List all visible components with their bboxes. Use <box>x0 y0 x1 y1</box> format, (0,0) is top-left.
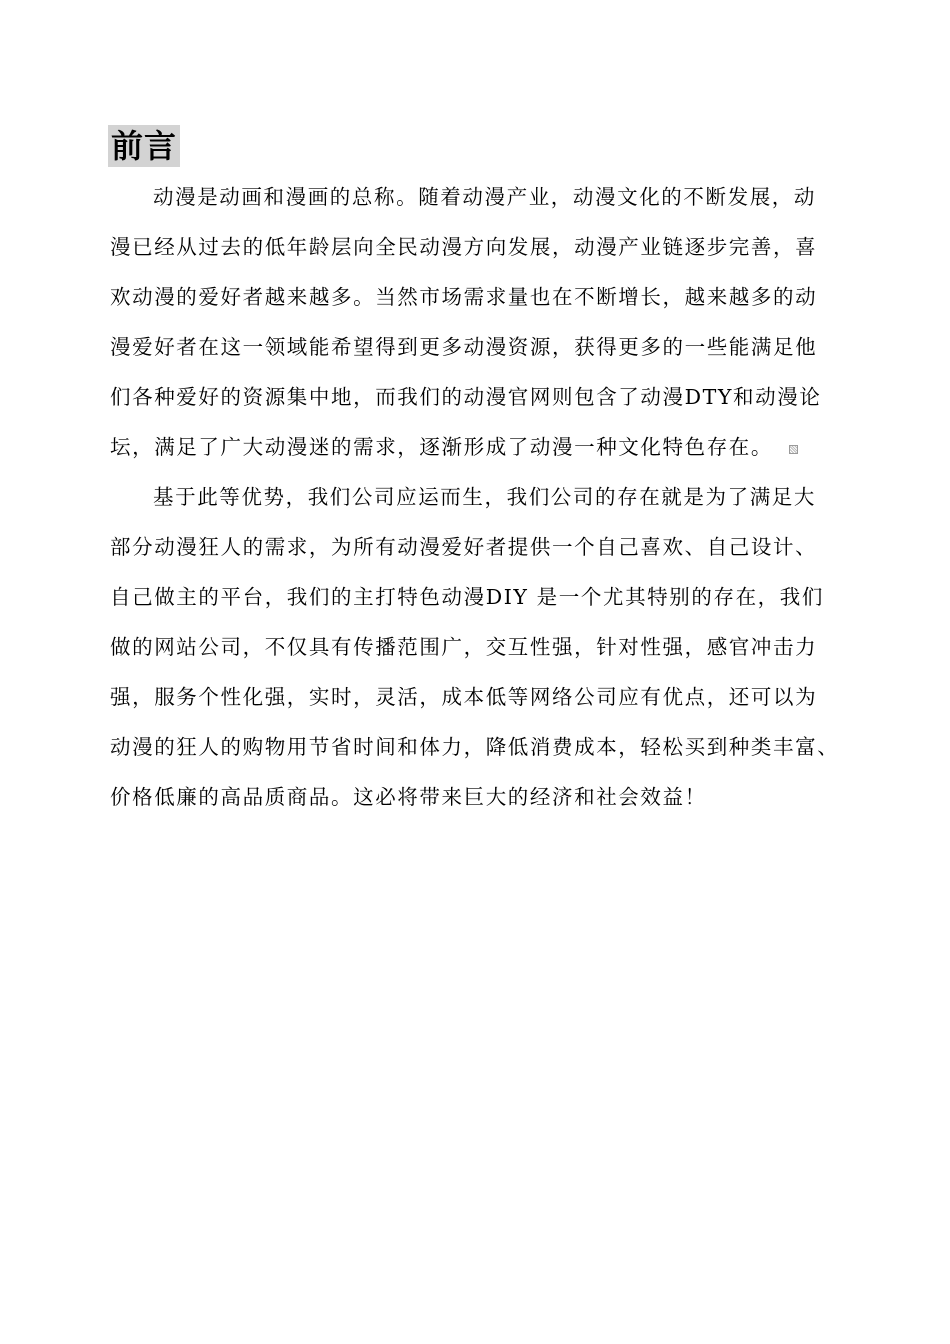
paragraph-1-line-2: 漫已经从过去的低年龄层向全民动漫方向发展，动漫产业链逐步完善，喜 <box>110 235 818 259</box>
paragraph-1-line-4: 漫爱好者在这一领域能希望得到更多动漫资源，获得更多的一些能满足他 <box>110 335 818 359</box>
paragraph-2-line-4: 做的网站公司，不仅具有传播范围广，交互性强，针对性强，感官冲击力 <box>110 635 818 659</box>
paragraph-2-line-1: 基于此等优势，我们公司应运而生，我们公司的存在就是为了满足大 <box>153 485 816 509</box>
paragraph-2-line-2: 部分动漫狂人的需求，为所有动漫爱好者提供一个自己喜欢、自己设计、 <box>110 535 818 559</box>
paragraph-1-line-3: 欢动漫的爱好者越来越多。当然市场需求量也在不断增长，越来越多的动 <box>110 285 818 309</box>
section-heading: 前言 <box>108 125 180 167</box>
paragraph-2-line-7: 价格低廉的高品质商品。这必将带来巨大的经济和社会效益！ <box>110 785 707 809</box>
paragraph-1-line-5: 们各种爱好的资源集中地，而我们的动漫官网则包含了动漫DTY和动漫论 <box>110 385 822 409</box>
paragraph-1-line-6: 坛，满足了广大动漫迷的需求，逐渐形成了动漫一种文化特色存在。 <box>110 435 773 459</box>
paragraph-2-line-3: 自己做主的平台，我们的主打特色动漫DIY 是一个尤其特别的存在，我们 <box>110 585 824 609</box>
object-anchor-icon <box>789 445 798 454</box>
paragraph-2-line-6: 动漫的狂人的购物用节省时间和体力，降低消费成本，轻松买到种类丰富、 <box>110 735 840 759</box>
paragraph-2-line-5: 强，服务个性化强，实时，灵活，成本低等网络公司应有优点，还可以为 <box>110 685 818 709</box>
paragraph-1-line-1: 动漫是动画和漫画的总称。随着动漫产业，动漫文化的不断发展，动 <box>153 185 816 209</box>
